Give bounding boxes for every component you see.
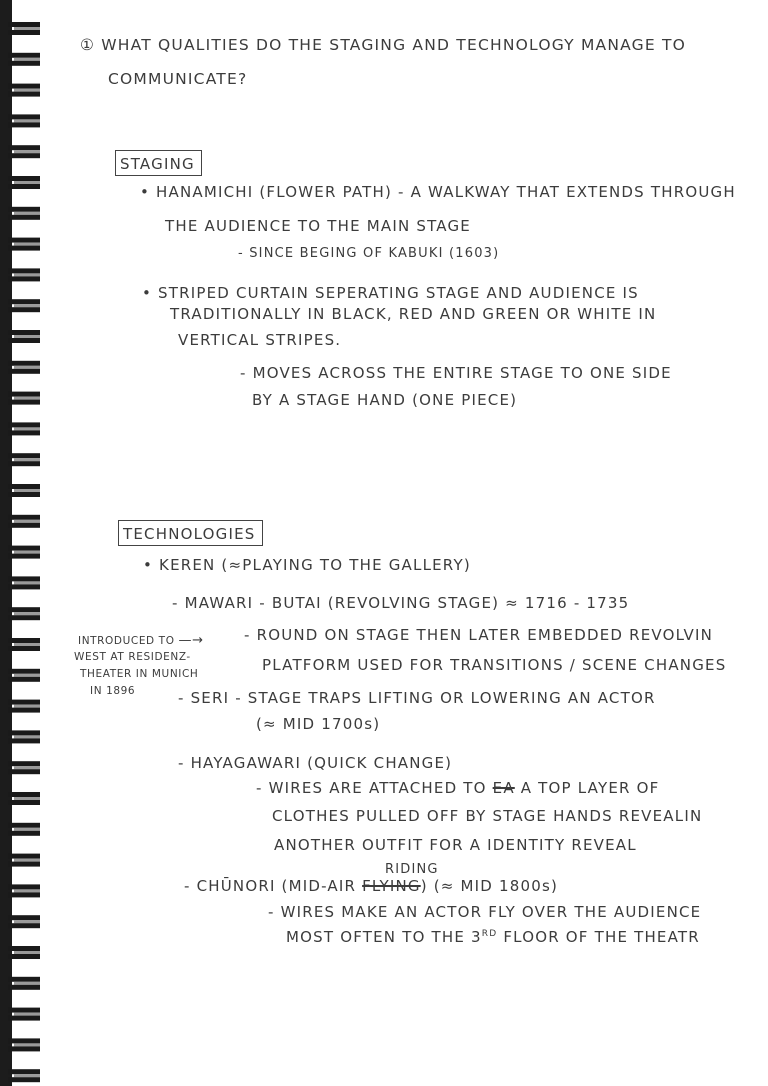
ordinal-suffix: RD — [481, 929, 498, 939]
question-line-1 — [80, 36, 686, 54]
curtain-line-1 — [142, 284, 639, 302]
keren-line — [143, 556, 471, 574]
margin-note-line-3: THEATER IN MUNICH — [80, 668, 199, 680]
chunori-subnote-text-cont: FLOOR OF THE THEATR — [503, 928, 700, 946]
chunori-insert: RIDING — [385, 862, 439, 877]
chunori-text-cont: ) (≈ MID 1800s) — [420, 877, 559, 895]
spiral-ring — [8, 114, 40, 127]
hayagawari-text: - WIRES ARE ATTACHED TO — [256, 779, 487, 797]
spiral-ring — [8, 268, 40, 281]
spiral-ring — [8, 915, 40, 928]
bullet: • — [142, 284, 153, 302]
margin-note-line-2: WEST AT RESIDENZ- — [74, 651, 191, 663]
hanamichi-line-2: THE AUDIENCE TO THE MAIN STAGE — [165, 217, 471, 235]
spiral-ring — [8, 546, 40, 559]
spiral-ring — [8, 453, 40, 466]
spiral-ring — [8, 330, 40, 343]
spiral-ring — [8, 761, 40, 774]
spiral-ring — [8, 22, 40, 35]
spiral-ring — [8, 299, 40, 312]
spiral-ring — [8, 638, 40, 651]
bullet: • — [140, 183, 151, 201]
spiral-ring — [8, 238, 40, 251]
spiral-ring — [8, 977, 40, 990]
spiral-ring — [8, 515, 40, 528]
chunori-subnote-text: MOST OFTEN TO THE 3 — [286, 928, 482, 946]
spiral-ring — [8, 361, 40, 374]
question-line-2: COMMUNICATE? — [108, 70, 248, 88]
mawari-subnote-2: PLATFORM USED FOR TRANSITIONS / SCENE CHANGES — [262, 656, 727, 674]
hayagawari-subnote-1 — [256, 779, 659, 797]
staging-heading: STAGING — [115, 150, 202, 176]
spiral-ring — [8, 1038, 40, 1051]
spiral-ring — [8, 669, 40, 682]
spiral-ring — [8, 700, 40, 713]
bullet: • — [143, 556, 154, 574]
spiral-ring — [8, 576, 40, 589]
seri-line-1: - SERI - STAGE TRAPS LIFTING OR LOWERING AN ACTOR — [178, 689, 656, 707]
seri-line-2: (≈ MID 1700s) — [256, 715, 381, 733]
mawari-line: - MAWARI - BUTAI (REVOLVING STAGE) ≈ 1716 - 1735 — [172, 594, 630, 612]
mawari-subnote-1: - ROUND ON STAGE THEN LATER EMBEDDED REVOLVIN — [244, 626, 714, 644]
spiral-ring — [8, 823, 40, 836]
spiral-ring — [8, 53, 40, 66]
spiral-ring — [8, 1008, 40, 1021]
spiral-ring — [8, 484, 40, 497]
spiral-ring — [8, 176, 40, 189]
hayagawari-subnote-2: CLOTHES PULLED OFF BY STAGE HANDS REVEALIN — [272, 807, 703, 825]
binding-edge — [0, 0, 12, 1086]
hayagawari-subnote-3: ANOTHER OUTFIT FOR A IDENTITY REVEAL — [274, 836, 637, 854]
curtain-subnote-1: - MOVES ACROSS THE ENTIRE STAGE TO ONE SIDE — [240, 364, 672, 382]
struck-text: FLYING — [362, 877, 421, 895]
technologies-heading: TECHNOLOGIES — [118, 520, 263, 546]
margin-note-line-4: IN 1896 — [90, 685, 136, 697]
hanamichi-text: HANAMICHI (FLOWER PATH) - A WALKWAY THAT EXTENDS THROUGH — [156, 183, 736, 201]
spiral-ring — [8, 607, 40, 620]
spiral-ring — [8, 207, 40, 220]
spiral-ring — [8, 145, 40, 158]
curtain-line-3: VERTICAL STRIPES. — [178, 331, 342, 349]
spiral-ring — [8, 946, 40, 959]
struck-text: EA — [492, 779, 515, 797]
spiral-ring — [8, 854, 40, 867]
hayagawari-text-cont: A TOP LAYER OF — [520, 779, 660, 797]
spiral-ring — [8, 730, 40, 743]
spiral-ring — [8, 422, 40, 435]
curtain-text: STRIPED CURTAIN SEPERATING STAGE AND AUDIENCE IS — [158, 284, 639, 302]
question-text: WHAT QUALITIES DO THE STAGING AND TECHNOLOGY MANAGE TO — [101, 36, 687, 54]
spiral-ring — [8, 392, 40, 405]
margin-note-text: INTRODUCED TO — [78, 635, 175, 647]
chunori-subnote-1: - WIRES MAKE AN ACTOR FLY OVER THE AUDIENCE — [268, 903, 702, 921]
chunori-text: - CHŪNORI (MID-AIR — [184, 877, 357, 895]
spiral-ring — [8, 84, 40, 97]
spiral-ring — [8, 884, 40, 897]
hanamichi-line-1 — [140, 183, 736, 201]
margin-note-line-1 — [78, 634, 204, 648]
spiral-binding — [0, 0, 46, 1086]
hanamichi-subnote: - SINCE BEGING OF KABUKI (1603) — [238, 246, 500, 261]
chunori-line — [184, 877, 558, 895]
spiral-ring — [8, 1069, 40, 1082]
curtain-subnote-2: BY A STAGE HAND (ONE PIECE) — [252, 391, 518, 409]
question-number: ① — [80, 36, 96, 54]
spiral-ring — [8, 792, 40, 805]
arrow-icon: —→ — [178, 633, 204, 648]
curtain-line-2: TRADITIONALLY IN BLACK, RED AND GREEN OR WHITE IN — [170, 305, 657, 323]
hayagawari-line: - HAYAGAWARI (QUICK CHANGE) — [178, 754, 453, 772]
keren-text: KEREN (≈PLAYING TO THE GALLERY) — [159, 556, 471, 574]
chunori-subnote-2 — [286, 928, 700, 946]
